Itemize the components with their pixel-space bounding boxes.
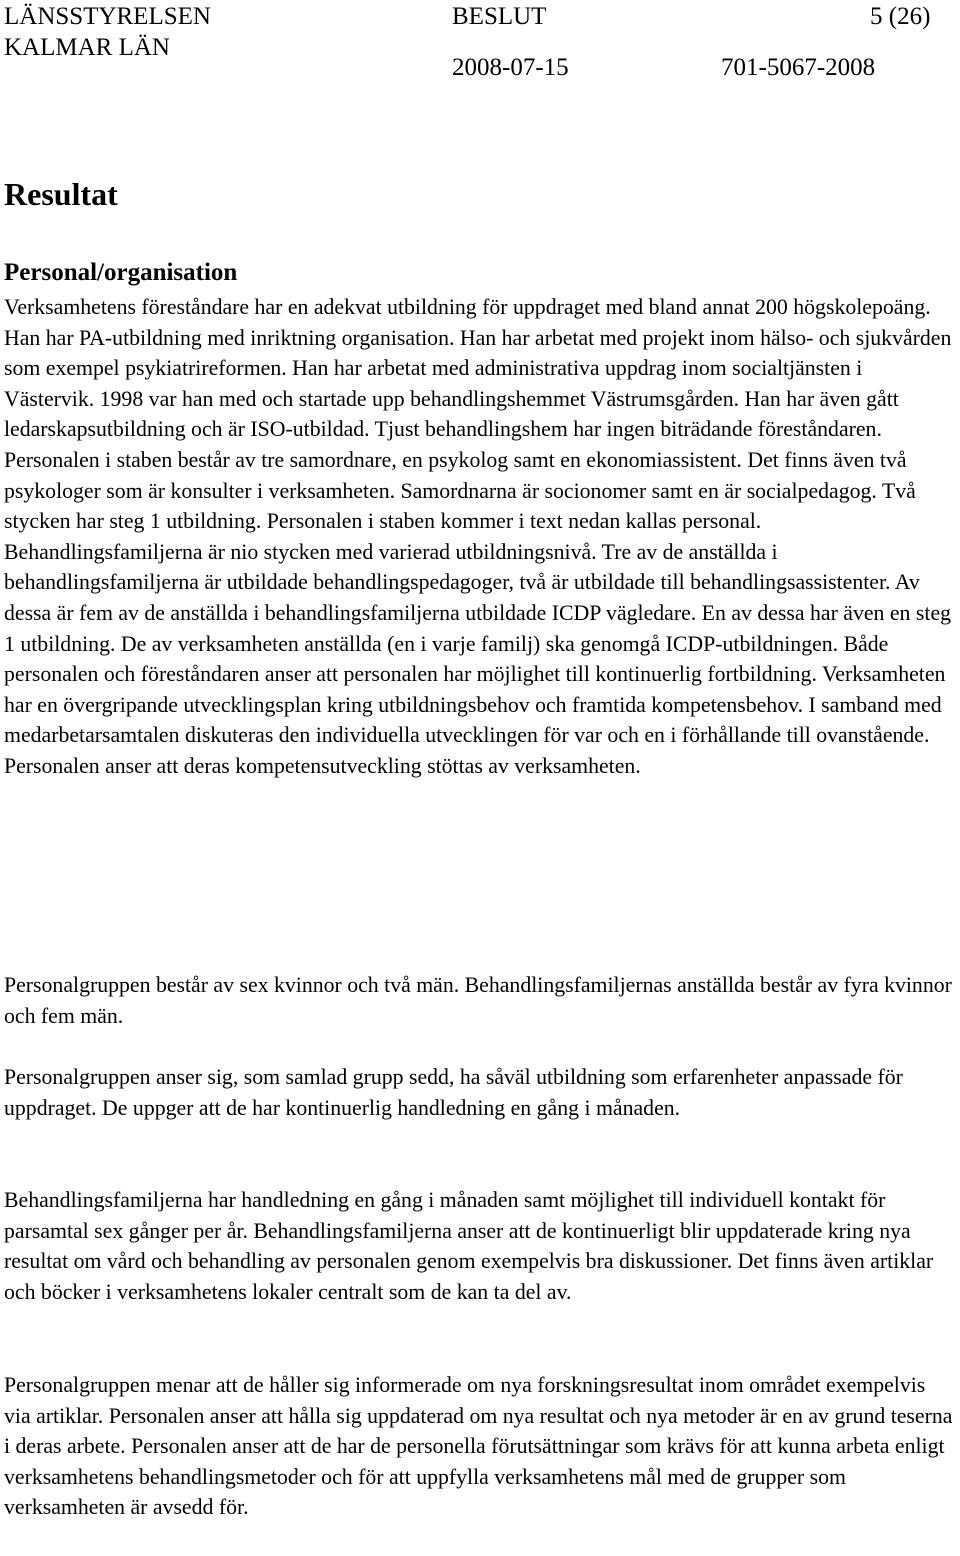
paragraph-staff-composition: Personalgruppen består av sex kvinnor och två män. Behandlingsfamiljernas anställda består av fyra kvinnor och fem män. (4, 973, 952, 1028)
subsection-title: Personal/organisation (4, 259, 238, 286)
paragraph-staff-organisation: Verksamhetens föreståndare har en adekvat utbildning för uppdraget med bland annat 200 högskolepoäng. Han har PA-utbildning med inriktning organisation. Han har arbetat med projekt inom hälso- och sjukvården som exempel psykiatrireformen. Han har arbetat med administrativa uppdrag inom socialtjänsten i Västervik. 1998 var han med och startade upp behandlingshemmet Västrumsgården. Han har även gått ledarskapsutbildning och är ISO-utbildad. Tjust behandlingshem har ingen biträdande föreståndaren. Personalen i staben består av tre samordnare, en psykolog samt en ekonomiassistent. Det finns även två psykologer som är konsulter i verksamheten. Samordnarna är socionomer samt en är socialpedagog. Två stycken har steg 1 utbildning. Personalen i staben kommer i text nedan kallas personal. Behandlingsfamiljerna är nio stycken med varierad utbildningsnivå. Tre av de anställda i behandlingsfamiljerna är utbildade behandlingspedagoger, två är utbildade till behandlingsassistenter. Av dessa är fem av de anställda i behandlingsfamiljerna utbildade ICDP vägledare. En av dessa har även en steg 1 utbildning. De av verksamheten anställda (en i varje familj) ska genomgå ICDP-utbildningen. Både personalen och föreståndaren anser att personalen har möjlighet till kontinuerlig fortbildning. Verksamheten har en övergripande utvecklingsplan kring utbildningsbehov och framtida kompetensbehov. I samband med medarbetarsamtalen diskuteras den individuella utvecklingen för var och en i förhållande till ovanstående. Personalen anser att deras kompetensutveckling stöttas av verksamheten. (4, 295, 952, 778)
authority-name: LÄNSSTYRELSEN (4, 3, 211, 30)
document-type: BESLUT (452, 3, 547, 30)
authority-county: KALMAR LÄN (4, 34, 170, 61)
section-title: Resultat (4, 176, 118, 212)
page-number: 5 (26) (870, 3, 931, 30)
decision-date: 2008-07-15 (452, 54, 569, 81)
paragraph-staff-competence: Personalgruppen anser sig, som samlad grupp sedd, ha såväl utbildning som erfarenheter anpassade för uppdraget. De uppger att de har kontinuerlig handledning en gång i månaden. (4, 1065, 903, 1120)
paragraph-family-supervision: Behandlingsfamiljerna har handledning en gång i månaden samt möjlighet till individuell kontakt för parsamtal sex gånger per år. Behandlingsfamiljerna anser att de kontinuerligt blir uppdaterade kring nya resultat om vård och behandling av personalen genom exempelvis bra diskussioner. Det finns även artiklar och böcker i verksamhetens lokaler centralt som de kan ta del av. (4, 1188, 934, 1304)
case-number: 701-5067-2008 (721, 54, 876, 81)
paragraph-research-updates: Personalgruppen menar att de håller sig informerade om nya forskningsresultat inom området exempelvis via artiklar. Personalen anser att hålla sig uppdaterad om nya resultat och nya metoder är en av grund teserna i deras arbete. Personalen anser att de har de personella förutsättningar som krävs för att kunna arbeta enligt verksamhetens behandlingsmetoder och för att uppfylla verksamhetens mål med de grupper som verksamheten är avsedd för. (4, 1373, 953, 1520)
